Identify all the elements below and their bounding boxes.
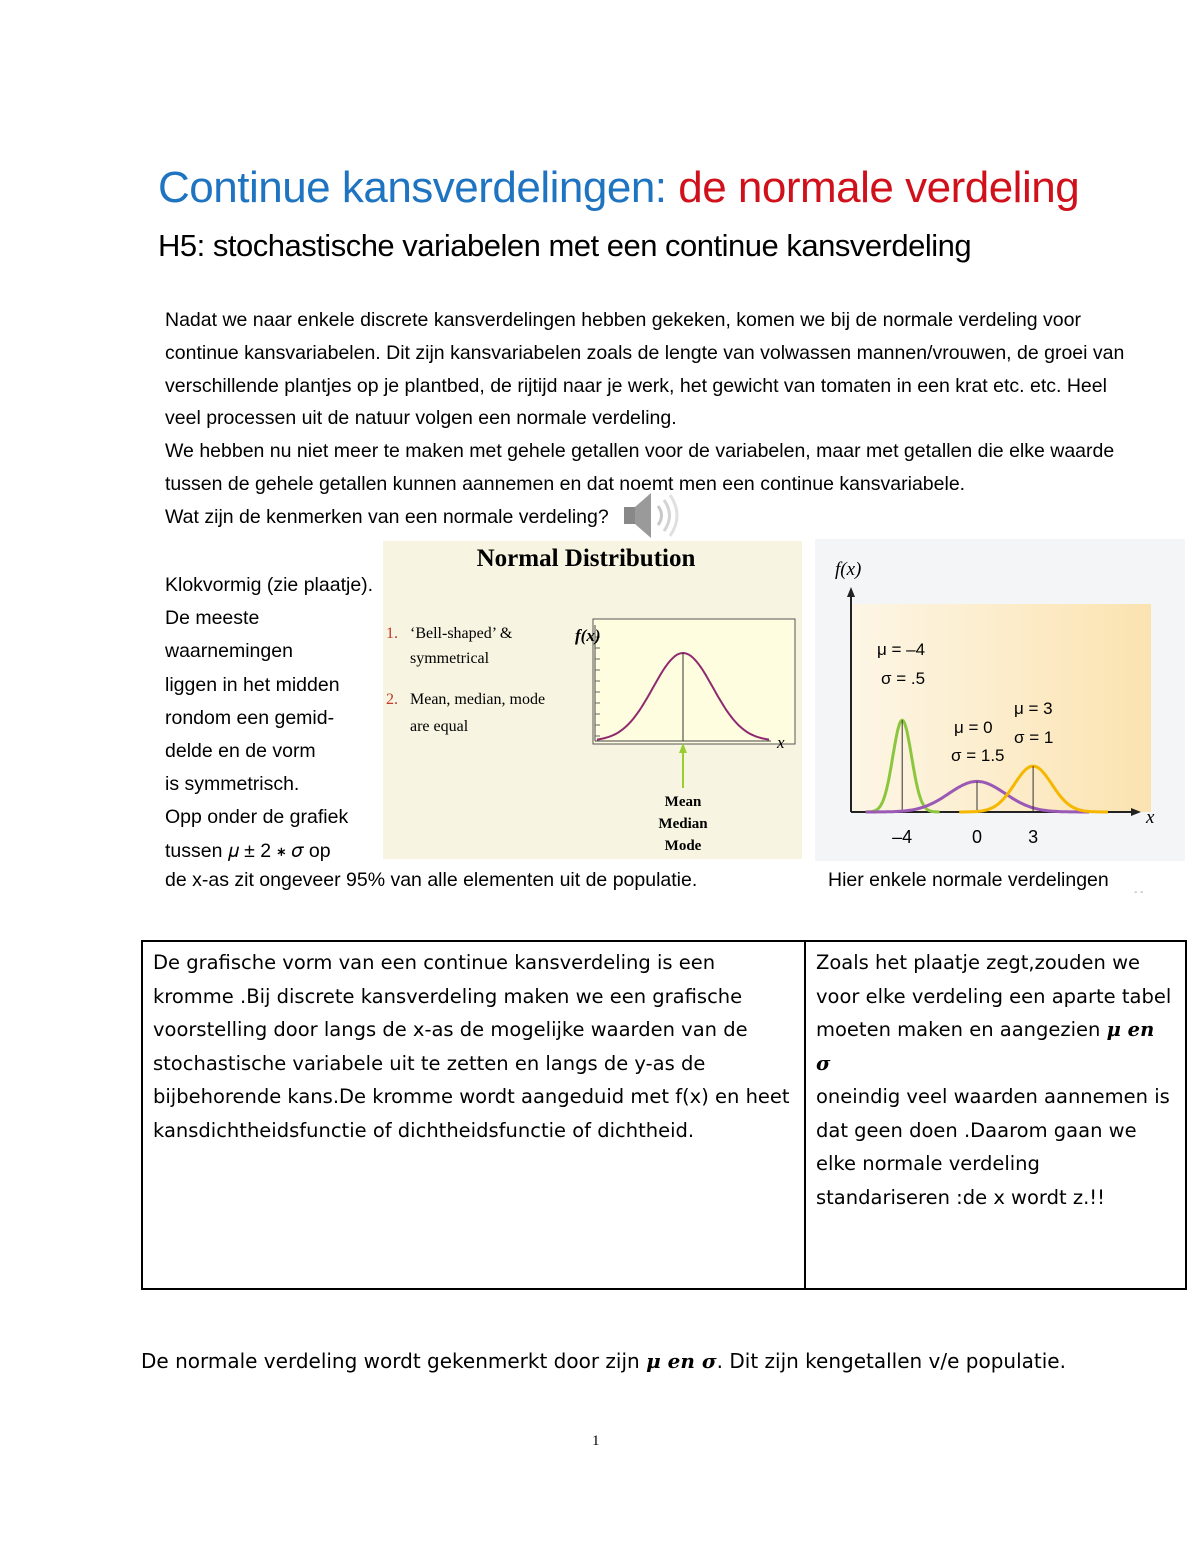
- speaker-icon[interactable]: [622, 488, 684, 548]
- figure2-caption: Hier enkele normale verdelingen: [828, 869, 1109, 891]
- figure1-item2-number: 2.: [386, 691, 398, 708]
- figure2-xlabel: x: [1146, 807, 1155, 828]
- char-line: waarnemingen: [165, 640, 293, 663]
- curve-3-mu-label: μ = 3: [1014, 699, 1053, 718]
- title-part-2: de normale verdeling: [678, 163, 1080, 212]
- explanation-table: [141, 940, 1187, 1290]
- multiple-normal-distributions-figure: [815, 539, 1185, 861]
- char-line: Opp onder de grafiek: [165, 806, 349, 829]
- conclusion-text: [141, 1345, 1101, 1378]
- curve-3-sigma-label: σ = 1: [1014, 728, 1054, 747]
- char-line: Klokvormig (zie plaatje).: [165, 574, 374, 596]
- page-subtitle: H5: stochastische variabelen met een continue kansverdeling: [158, 228, 972, 263]
- conclusion-mu-sigma: 𝝁 𝒆𝒏 𝝈: [646, 1349, 717, 1373]
- figure1-mean-label: Mean: [664, 794, 702, 810]
- curve-1-mu-label: μ = –4: [877, 640, 926, 659]
- curve-1-sigma-label: σ = .5: [881, 669, 926, 688]
- char-line: tussen 𝜇 ± 2 ∗ 𝜎 op: [165, 839, 331, 862]
- explanation-right-text-1: Zoals het plaatje zegt,zouden we voor elke verdeling een aparte tabel moeten maken en aangezien: [816, 951, 1172, 1041]
- decorative-mark: ‑ ‑: [1134, 887, 1144, 898]
- figure2-plot-area: [851, 604, 1151, 812]
- figure1-item2-line2: are equal: [410, 718, 469, 735]
- figure2-tick-label: 0: [971, 827, 983, 847]
- title-part-1: Continue kansverdelingen:: [158, 163, 667, 212]
- figure1-plot-area: [593, 619, 795, 744]
- figure1-mode-label: Mode: [664, 838, 702, 854]
- conclusion-part-1: De normale verdeling wordt gekenmerkt door zijn: [141, 1349, 647, 1373]
- char-line: liggen in het midden: [165, 673, 340, 696]
- mu-sigma-symbol: 𝝁 𝒆𝒏 𝝈: [816, 1018, 1155, 1075]
- figure1-ylabel: f(x): [575, 626, 601, 645]
- intro-paragraph-1: Nadat we naar enkele discrete kansverdelingen hebben gekeken, komen we bij de normale verdeling voor continue kansvariabelen. Dit zijn kansvariabelen zoals de lengte van volwassen mannen/vrouwen, de groei van verschillende plantjes op je plantbed, de rijtijd naar je werk, het gewicht van tomaten in een krat etc. etc. Heel veel processen uit de natuur volgen een normale verdeling.: [165, 309, 1125, 430]
- curve-2-mu-label: μ = 0: [954, 718, 993, 737]
- figure1-median-label: Median: [658, 816, 708, 832]
- figure1-item1-line1: ‘Bell-shaped’ &: [410, 625, 513, 642]
- intro-paragraph-3: Wat zijn de kenmerken van een normale verdeling?: [165, 505, 609, 528]
- characteristics-list: [165, 569, 375, 868]
- normal-distribution-figure: [383, 541, 802, 859]
- char-line: is symmetrisch.: [165, 773, 300, 796]
- figure2-y-arrow: [847, 587, 855, 597]
- intro-paragraph-2: We hebben nu niet meer te maken met gehele getallen voor de variabelen, maar met getallen die elke waarde tussen de gehele getallen kunnen aannemen en dat noemt men een continue kansvariabele.: [165, 440, 1115, 495]
- figure1-xlabel: x: [777, 733, 785, 752]
- figure1-item2-line1: Mean, median, mode: [410, 691, 546, 708]
- explanation-right-cell: [805, 941, 1186, 1289]
- char-line: rondom een gemid-: [165, 706, 335, 729]
- curve-2-sigma-label: σ = 1.5: [951, 746, 1005, 765]
- figure1-item1-number: 1.: [386, 625, 398, 642]
- figure2-ticks: [892, 827, 1038, 847]
- char-line: De meeste: [165, 607, 260, 630]
- figure1-title: Normal Distribution: [476, 545, 696, 572]
- page-number: 1: [592, 1433, 600, 1449]
- area-statement: de x-as zit ongeveer 95% van alle elementen uit de populatie.: [165, 869, 698, 891]
- page-title: [158, 163, 1079, 213]
- figure2-ylabel: f(x): [835, 559, 862, 580]
- explanation-left-cell: De grafische vorm van een continue kansverdeling is een kromme .Bij discrete kansverdeling maken we een grafische voorstelling door langs de x-as de mogelijke waarden van de stochastische variabele uit te zetten en langs de y-as de bijbehorende kans.De kromme wordt aangeduid met f(x) en heet kansdichtheidsfunctie of dichtheidsfunctie of dichtheid.: [142, 941, 805, 1289]
- figure2-tick-label: –4: [892, 827, 913, 847]
- figure2-tick-label: 3: [1028, 827, 1039, 847]
- figure1-item1-line2: symmetrical: [410, 650, 490, 667]
- explanation-right-text-2: oneindig veel waarden aannemen is dat geen doen .Daarom gaan we elke normale verdeling standariseren :de x wordt z.!!: [816, 1085, 1170, 1209]
- char-line: delde en de vorm: [165, 740, 316, 763]
- conclusion-part-2: . Dit zijn kengetallen v/e populatie.: [716, 1349, 1066, 1373]
